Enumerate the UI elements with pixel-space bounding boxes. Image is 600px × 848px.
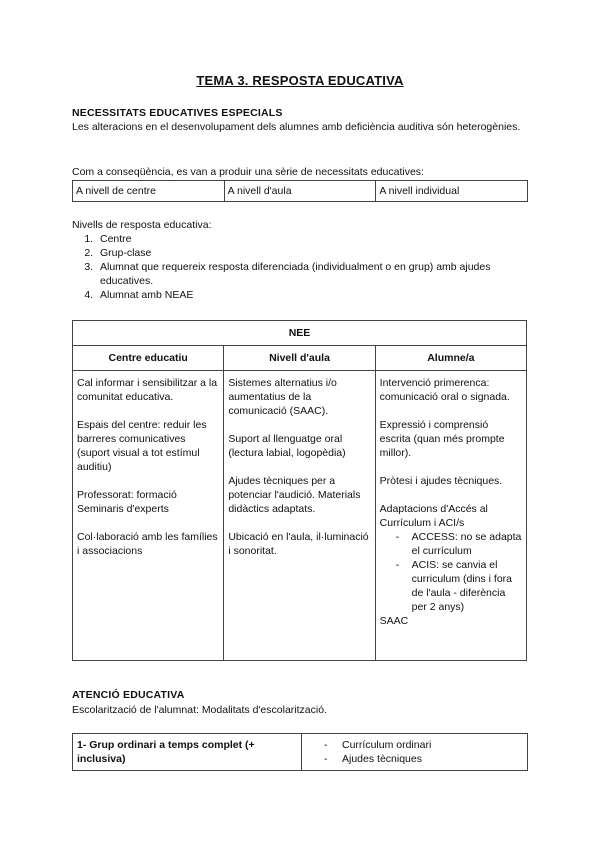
modalitat-table	[72, 733, 528, 771]
cell-paragraph: Ajudes tècniques per a potenciar l'audició. Materials didàctics adaptats.	[228, 475, 361, 515]
section-subtitle: Escolarització de l'alumnat: Modalitats d'escolarització.	[72, 704, 327, 716]
cell-paragraph: Ubicació en l'aula, il·luminació i sonoritat.	[228, 531, 369, 557]
list-item: 4. Alumnat amb NEAE	[96, 288, 528, 302]
modalitat-items-cell	[302, 734, 528, 771]
list-item: - Ajudes tècniques	[306, 752, 523, 766]
nee-table-title: NEE	[73, 321, 527, 346]
levels-table	[72, 180, 528, 202]
response-list	[72, 232, 528, 302]
modalitat-list	[306, 738, 523, 766]
cell-paragraph: Professorat: formació Seminaris d'experts	[77, 489, 177, 515]
column-header: Alumne/a	[375, 346, 526, 371]
intro-paragraph: Les alteracions en el desenvolupament dels alumnes amb deficiència auditiva són heterogènies.	[72, 121, 521, 133]
adaptations-list	[380, 530, 522, 614]
level-cell: A nivell individual	[376, 181, 528, 202]
centre-cell	[73, 371, 224, 661]
level-cell: A nivell de centre	[73, 181, 225, 202]
page-title: TEMA 3. RESPOSTA EDUCATIVA	[196, 73, 404, 88]
nee-table	[72, 320, 527, 661]
list-item: 1. Centre	[96, 232, 528, 246]
cell-paragraph: Cal informar i sensibilitzar a la comunitat educativa.	[77, 377, 218, 403]
cell-paragraph: Espais del centre: reduir les barreres comunicatives (suport visual a tot estímul auditiu)	[77, 419, 207, 473]
list-item: - ACCESS: no se adapta el currículum	[380, 530, 522, 558]
list-item: - Currículum ordinari	[306, 738, 523, 752]
modalitat-label: 1- Grup ordinari a temps complet (+ inclusiva)	[73, 734, 302, 771]
section-heading-nee: NECESSITATS EDUCATIVES ESPECIALS	[72, 107, 283, 119]
aula-cell	[224, 371, 375, 661]
response-label: Nivells de resposta educativa:	[72, 219, 212, 231]
level-cell: A nivell d'aula	[224, 181, 376, 202]
cell-paragraph: Expressió i comprensió escrita (quan més prompte millor).	[379, 419, 505, 459]
cell-paragraph: Intervenció primerenca: comunicació oral o signada.	[379, 377, 510, 403]
cell-paragraph: Adaptacions d'Accés al Currículum i ACI/s	[379, 503, 488, 529]
consequence-text: Com a conseqüència, es van a produir una sèrie de necessitats educatives:	[72, 166, 424, 178]
column-header: Nivell d'aula	[224, 346, 375, 371]
column-header: Centre educatiu	[73, 346, 224, 371]
section-heading-atencio: ATENCIÓ EDUCATIVA	[72, 689, 185, 701]
list-item: 3. Alumnat que requereix resposta diferenciada (individualment o en grup) amb ajudes educatives.	[96, 260, 528, 288]
cell-paragraph: SAAC	[379, 615, 409, 627]
response-levels	[72, 218, 528, 302]
list-item: - ACIS: se canvia el curriculum (dins i fora de l'aula - diferència per 2 anys)	[380, 558, 522, 614]
cell-paragraph: Col·laboració amb les famílies i associacions	[77, 531, 218, 557]
list-item: 2. Grup-clase	[96, 246, 528, 260]
cell-paragraph: Pròtesi i ajudes tècniques.	[379, 475, 503, 487]
alumne-cell	[375, 371, 526, 661]
cell-paragraph: Suport al llenguatge oral (lectura labial, logopèdia)	[228, 433, 346, 459]
cell-paragraph: Sistemes alternatius i/o aumentatius de la comunicació (SAAC).	[228, 377, 337, 417]
